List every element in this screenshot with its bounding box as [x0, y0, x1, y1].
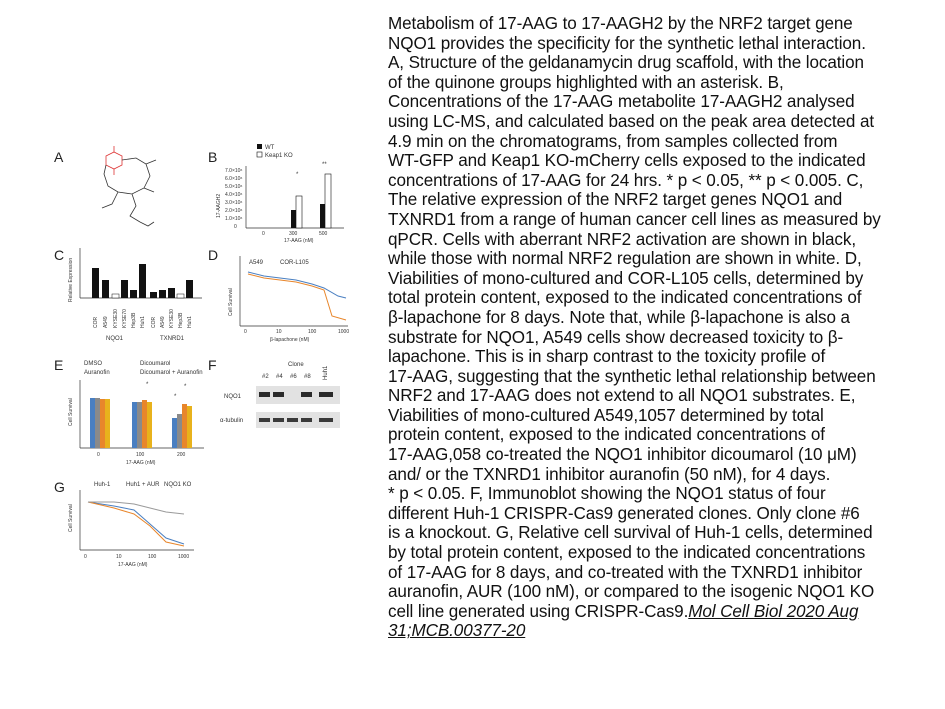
caption-line: of the quinone groups highlighted with an asterisk. B, [388, 72, 784, 92]
panel-f [208, 357, 340, 428]
cell-line-label: A549 [103, 316, 109, 328]
caption-line: different Huh-1 CRISPR-Cas9 generated clones. Only clone #6 [388, 503, 860, 523]
panel-b-letter: B [208, 149, 218, 165]
legend-keap1-swatch [257, 152, 262, 157]
xtick-g: 1000 [178, 554, 190, 560]
bar-e [100, 399, 105, 448]
caption-line: Viabilities of mono-cultured and COR-L105 cells, determined by [388, 268, 864, 288]
sig-b-500: ** [322, 162, 327, 168]
ytick: 2.0×10⁶ [225, 208, 243, 214]
caption-line: NRF2 and 17-AAG does not extend to all NQO1 substrates. E, [388, 386, 856, 406]
bar-c [177, 294, 184, 298]
bar-e [142, 400, 147, 448]
caption-line: qPCR. Cells with aberrant NRF2 activation are shown in black, [388, 229, 856, 249]
panel-d-xlabel: β-lapachone (nM) [270, 337, 310, 343]
xtick-d: 1000 [338, 329, 350, 335]
bar-c [186, 280, 193, 298]
legend-nqo1-ko: NQO1 KO [164, 482, 192, 488]
caption-citation-line [388, 621, 940, 641]
xtick-g: 10 [116, 554, 122, 560]
band [273, 418, 284, 422]
legend-dmso: DMSO [84, 361, 102, 367]
panel-b-yticks [225, 168, 243, 230]
xtick-d: 0 [244, 329, 247, 335]
cell-line-label: COR [151, 316, 157, 328]
bar-e [132, 402, 137, 448]
panel-g [54, 479, 194, 568]
caption-line: * p < 0.05. F, Immunoblot showing the NQO1 status of four [388, 484, 826, 504]
bar-wt-300 [291, 210, 296, 228]
band [259, 392, 270, 397]
lane-label: #4 [276, 374, 283, 380]
cell-line-label: Hep3B [178, 312, 184, 328]
cell-line-label: Huh1 [140, 316, 146, 328]
xtick-b: 300 [289, 231, 298, 237]
ytick: 0 [234, 224, 237, 230]
ytick: 1.0×10⁶ [225, 216, 243, 222]
legend-wt-label: WT [265, 145, 275, 151]
bar-c [168, 288, 175, 298]
cell-line-label: KYSE30 [113, 309, 119, 328]
panel-g-ylabel: Cell Survival [68, 504, 74, 532]
caption-line: Viabilities of mono-cultured A549,1057 determined by total [388, 405, 824, 425]
bar-wt-500 [320, 204, 325, 228]
lane-label: #8 [304, 374, 311, 380]
cell-line-label: COR [93, 316, 99, 328]
panel-a [54, 146, 156, 226]
lane-label: #6 [290, 374, 297, 380]
series-cor-l105 [248, 274, 346, 320]
bar-c [92, 268, 99, 298]
sig-b-300: * [296, 172, 299, 178]
bar-c [139, 264, 146, 298]
figure-svg [44, 130, 364, 570]
caption-line: The relative expression of the NRF2 target genes NQO1 and [388, 190, 843, 210]
xtick-d: 10 [276, 329, 282, 335]
legend-cor-l105: COR-L105 [280, 260, 309, 266]
xtick-e: 200 [177, 452, 186, 458]
cell-line-label: A549 [160, 316, 166, 328]
panel-b [208, 144, 344, 244]
xtick-d: 100 [308, 329, 317, 335]
row-label-tubulin: α-tubulin [220, 418, 244, 424]
legend-huh1: Huh-1 [94, 482, 111, 488]
caption-line: auranofin, AUR (100 nM), or compared to the isogenic NQO1 KO [388, 582, 875, 602]
ytick: 3.0×10⁶ [225, 200, 243, 206]
caption-line: 17-AAG,058 co-treated the NQO1 inhibitor dicoumarol (10 μM) [388, 445, 857, 465]
bar-e [172, 418, 177, 448]
citation-link-cont[interactable]: 31;MCB.00377-20 [388, 621, 526, 641]
ytick: 6.0×10⁶ [225, 176, 243, 182]
panel-c-ylabel: Relative Expression [68, 257, 74, 302]
panel-e-ylabel: Cell Survival [68, 398, 74, 426]
panel-b-ylabel: 17-AAGH2 [216, 193, 222, 218]
panel-g-xlabel: 17-AAG (nM) [118, 562, 148, 568]
bar-e [137, 402, 142, 448]
group-nqo1: NQO1 [106, 336, 124, 342]
caption-line-last [388, 602, 940, 622]
caption-text: cell line generated using CRISPR-Cas9. [388, 601, 689, 621]
legend-dicoumarol-auranofin: Dicoumarol + Auranofin [140, 370, 203, 376]
caption-line: NQO1 provides the specificity for the synthetic lethal interaction. [388, 33, 866, 53]
caption-line: by total protein content, exposed to the indicated concentrations [388, 543, 866, 563]
xtick-g: 100 [148, 554, 157, 560]
panel-c-letter: C [54, 247, 65, 263]
bar-c [150, 292, 157, 298]
band [259, 418, 270, 422]
lane-label: Huh1 [323, 365, 329, 380]
caption-line: substrate for NQO1, A549 cells show decreased toxicity to β- [388, 327, 844, 347]
figure-caption [388, 14, 940, 641]
bar-e [90, 398, 95, 448]
figure [44, 130, 364, 570]
legend-keap1-label: Keap1 KO [265, 153, 293, 159]
bar-c [102, 280, 109, 298]
panel-d [208, 247, 349, 343]
lane-label: #2 [262, 374, 269, 380]
caption-line: TXNRD1 from a range of human cancer cell lines as measured by [388, 209, 881, 229]
legend-wt-swatch [257, 144, 262, 149]
series-a549 [248, 272, 346, 298]
caption-line: and/ or the TXNRD1 inhibitor auranofin (50 nM), for 4 days. [388, 464, 831, 484]
bar-ko-500 [325, 174, 331, 228]
caption-line: β-lapachone for 8 days. Note that, while β-lapachone is also a [388, 307, 850, 327]
sig-e: * [146, 382, 149, 388]
panel-c-cell-lines [93, 309, 193, 328]
series-huh1 [88, 502, 184, 544]
caption-line: using LC-MS, and calculated based on the peak area detected at [388, 111, 875, 131]
bar-e [95, 398, 100, 448]
ytick: 5.0×10⁶ [225, 184, 243, 190]
legend-dicoumarol: Dicoumarol [140, 361, 171, 367]
caption-line: WT-GFP and Keap1 KO-mCherry cells exposed to the indicated [388, 151, 866, 171]
caption-line: protein content, exposed to the indicated concentrations of [388, 425, 825, 445]
caption-line: lapachone. This is in sharp contrast to the toxicity profile of [388, 347, 826, 367]
ytick: 4.0×10⁶ [225, 192, 243, 198]
bar-c [159, 290, 166, 298]
caption-line: 4.9 min on the chromatograms, from samples collected from [388, 131, 838, 151]
bar-c [121, 280, 128, 298]
band [301, 392, 312, 397]
cell-line-label: KYSE70 [122, 309, 128, 328]
bar-e [105, 399, 110, 448]
xtick-e: 100 [136, 452, 145, 458]
panel-e [54, 357, 204, 466]
sig-e: * [174, 394, 177, 400]
caption-line: 17-AAG, suggesting that the synthetic lethal relationship between [388, 366, 876, 386]
citation-link[interactable]: Mol Cell Biol 2020 Aug [688, 601, 859, 621]
caption-line: Metabolism of 17-AAG to 17-AAGH2 by the NRF2 target gene [388, 14, 853, 33]
band [273, 392, 284, 397]
legend-a549: A549 [249, 260, 264, 266]
caption-line: concentrations of 17-AAG for 24 hrs. * p < 0.05, ** p < 0.005. C, [388, 170, 864, 190]
panel-f-letter: F [208, 357, 217, 373]
band [287, 418, 298, 422]
caption-line: is a knockout. G, Relative cell survival of Huh-1 cells, determined [388, 523, 873, 543]
panel-d-letter: D [208, 247, 219, 263]
caption-line: Concentrations of the 17-AAG metabolite 17-AAGH2 analysed [388, 92, 855, 112]
band [319, 418, 333, 422]
row-label-nqo1: NQO1 [224, 394, 242, 400]
cell-line-label: Hep3B [131, 312, 137, 328]
clone-label: Clone [288, 362, 304, 368]
caption-line: A, Structure of the geldanamycin drug scaffold, with the location [388, 53, 864, 73]
panel-g-letter: G [54, 479, 65, 495]
group-txnrd1: TXNRD1 [160, 336, 185, 342]
bar-ko-300 [296, 196, 302, 228]
band [319, 392, 333, 397]
bar-e [182, 404, 187, 448]
sig-e: * [184, 384, 187, 390]
bar-e [147, 402, 152, 448]
panel-d-ylabel: Cell Survival [228, 288, 234, 316]
ytick: 7.0×10⁶ [225, 168, 243, 174]
bar-c [130, 290, 137, 298]
caption-line: total protein content, exposed to the indicated concentrations of [388, 288, 862, 308]
xtick-b: 500 [319, 231, 328, 237]
panel-b-xlabel: 17-AAG (nM) [284, 238, 314, 244]
bar-e [187, 406, 192, 448]
bar-c [112, 294, 119, 298]
panel-e-xlabel: 17-AAG (nM) [126, 460, 156, 466]
xtick-b: 0 [262, 231, 265, 237]
caption-line: of 17-AAG for 8 days, and co-treated with the TXNRD1 inhibitor [388, 562, 863, 582]
geldanamycin-structure [102, 146, 156, 226]
cell-line-label: KYSE30 [169, 309, 175, 328]
legend-auranofin: Auranofin [84, 370, 110, 376]
panel-a-letter: A [54, 149, 64, 165]
caption-line: while those with normal NRF2 regulation are shown in white. D, [388, 249, 862, 269]
band [301, 418, 312, 422]
xtick-e: 0 [97, 452, 100, 458]
legend-huh1-aur: Huh1 + AUR [126, 482, 160, 488]
cell-line-label: Huh1 [187, 316, 193, 328]
bar-e [177, 414, 182, 448]
xtick-g: 0 [84, 554, 87, 560]
panel-e-letter: E [54, 357, 64, 373]
panel-c [54, 247, 202, 342]
